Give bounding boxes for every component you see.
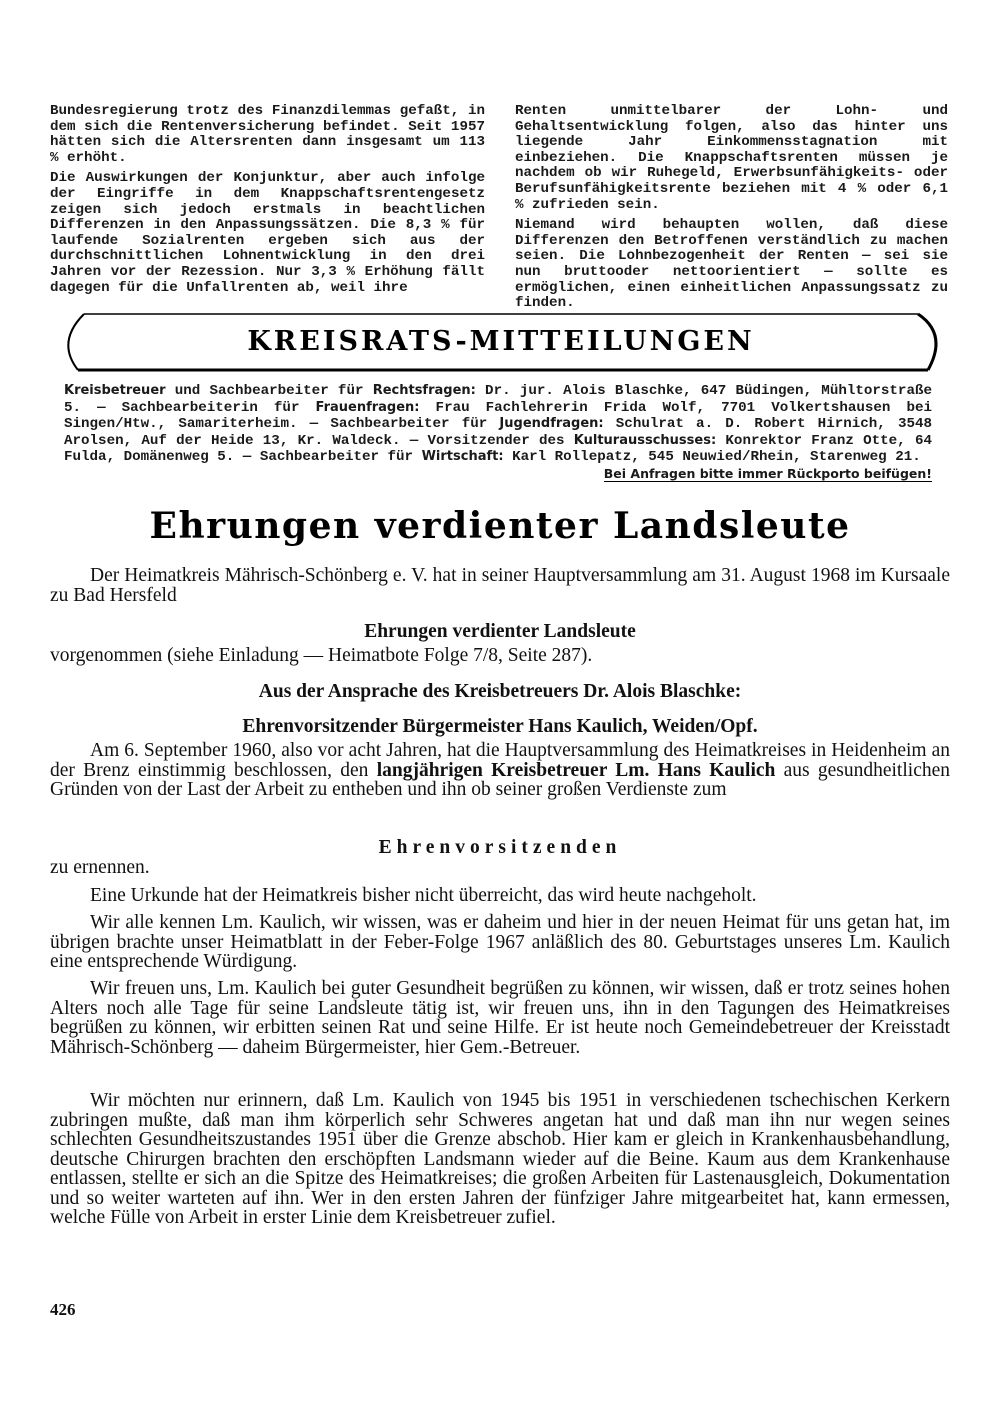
article-line-zu-ernennen: zu ernennen. <box>50 857 150 878</box>
contacts-block <box>64 383 932 482</box>
right-column <box>515 104 948 317</box>
contact-text: Karl Rollepatz, 545 Neuwied/Rhein, Starenweg 21. <box>503 449 921 466</box>
article-intro-block <box>50 566 950 605</box>
contact-label-kultur: Kulturausschusses: <box>573 432 717 448</box>
article-line2-block <box>50 646 950 666</box>
article-paragraph-3: Wir alle kennen Lm. Kaulich, wir wissen, was er daheim und hier in der neuen Heimat für uns getan hat, im übrigen brachte unser Heimatblatt in der Feber-Folge 1967 anläßlich des 80. Geburtstages unseres Lm. Kaulich eine entsprechende Würdigung. <box>50 912 950 972</box>
article-p1d-block <box>50 858 950 878</box>
contact-text: Dr. jur. Alois Blaschke, 647 Büdingen, Mühltorstraße 5. — Sachbearbeiterin für <box>64 383 932 416</box>
contact-text: und Sachbearbeiter für <box>165 383 373 399</box>
contact-label-frauenfragen: Frauenfragen: <box>315 399 420 415</box>
banner-title: KREISRATS-MITTEILUNGEN <box>247 326 755 357</box>
article-subheading-1: Ehrungen verdienter Landsleute <box>364 621 636 642</box>
article-p2-block <box>50 886 950 906</box>
kreisrats-banner <box>56 312 946 372</box>
article-sub1-block <box>50 622 950 642</box>
contact-text: Frau Fachlehrerin Frida Wolf, 7701 Volkertshausen bei Singen/Htw., Samariterheim. — Sachbearbeiter für <box>64 399 932 433</box>
page-number: 426 <box>50 1300 76 1319</box>
p1-text-c: aus gesundheitlichen Gründen von der Last der Arbeit zu entheben und ihn ob seiner großen Verdienste zum <box>50 759 950 800</box>
left-paragraph-2: Die Auswirkungen der Konjunktur, aber auch infolge der Eingriffe in dem Knappschaftsrentengesetz zeigen sich jedoch erstmals in beachtlichen Differenzen in den Anpassungssätzen. Die 8,3 % für laufende Sozialrenten ergeben sich aus der durchschnittlichen Lohnentwicklung in den drei Jahren vor der Rezession. Nur 3,3 % Erhöhung fällt dagegen für die Unfallrenten ab, weil ihre <box>50 170 485 296</box>
contacts-text <box>64 383 932 466</box>
article-intro: Der Heimatkreis Mährisch-Schönberg e. V. hat in seiner Hauptversammlung am 31. August 1968 im Kursaale zu Bad Hersfeld <box>50 565 950 606</box>
left-column <box>50 104 485 301</box>
right-paragraph-1: Renten unmittelbarer der Lohn- und Gehaltsentwicklung folgen, also das hinter uns liegende Jahr Einkommensstagnation mit einbeziehen. Die Knappschaftsrenten müssen je nachdem ob wir Ruhegeld, Erwerbsunfähigkeits- oder Berufsunfähigkeitsrente beziehen mit 4 % oder 6,1 % zufrieden sein. <box>515 103 948 213</box>
ehrenvorsitzenden-heading: Ehrenvorsitzenden <box>378 837 622 858</box>
article-p4-block <box>50 979 950 1057</box>
article-subheading-2: Aus der Ansprache des Kreisbetreuers Dr. Alois Blaschke: <box>258 681 742 702</box>
article-sub3-block <box>50 717 950 737</box>
article-paragraph-4: Wir freuen uns, Lm. Kaulich bei guter Gesundheit begrüßen zu können, wir wissen, daß er trotz seines hohen Alters noch alle Tage für seine Landsleute tätig ist, wir freuen uns, ihn in den Tagungen des Heimatkreises begrüßen zu können, wir erbitten seinen Rat und seine Hilfe. Er ist heute noch Gemeindebetreuer der Kreisstadt Mährisch-Schönberg — daheim Bürgermeister, hier Gem.-Betreuer. <box>50 978 950 1058</box>
contact-text: Schulrat a. D. Robert Hirnich, 3548 Arolsen, Auf der Heide 13, Kr. Waldeck. — Vorsitzender des <box>64 416 933 449</box>
contact-text: Konrektor Franz Otte, 64 Fulda, Domänenweg 5. — Sachbearbeiter für <box>64 432 932 466</box>
article-sub2-block <box>50 682 950 702</box>
contacts-note-text: Bei Anfragen bitte immer Rückporto beifügen! <box>603 465 932 481</box>
p1-text-a: Am 6. September 1960, also vor acht Jahren, hat die Hauptversammlung des Heimatkreises in Heidenheim an der Brenz einstimmig beschlossen, den <box>50 740 950 781</box>
right-paragraph-2: Niemand wird behaupten wollen, daß diese Differenzen den Betroffenen verständlich zu machen seien. Die Lohnbezogenheit der Renten — sei sie nun bruttooder nettoorientiert — sollte es ermöglichen, einen einheitlichen Anpassungssatz zu finden. <box>515 217 948 312</box>
contact-label-jugendfragen: Jugendfragen: <box>499 416 604 432</box>
article-p1-block <box>50 741 950 800</box>
article-paragraph-5: Wir möchten nur erinnern, daß Lm. Kaulich von 1945 bis 1951 in verschiedenen tschechischen Kerkern zubringen mußte, daß man ihm körperlich sehr Schweres angetan hat und daß man ihn nur wegen seines schlechten Gesundheitszustandes 1951 über die Grenze abschob. Hier kam er gleich in Krankenhausbehandlung, deutsche Chirurgen brachten den erschöpften Landsmann wieder auf die Beine. Kaum aus dem Krankenhause entlassen, stellte er sich an die Spitze des Heimatkreises; die großen Arbeiten für Lastenausgleich, Dokumentation und so weiter warteten auf ihn. Wer in den ersten Jahren der fünfziger Jahre mitgearbeitet hat, kann ermessen, welche Fülle von Arbeit in erster Linie dem Kreisbetreuer zufiel. <box>50 1090 950 1228</box>
article-paragraph-2: Eine Urkunde hat der Heimatkreis bisher nicht überreicht, das wird heute nachgeholt. <box>90 885 757 906</box>
contact-label-kreisbetreuer: Kreisbetreuer <box>64 383 166 398</box>
contact-label-rechtsfragen: Rechtsfragen: <box>372 383 476 398</box>
left-paragraph-1: Bundesregierung trotz des Finanzdilemmas gefaßt, in dem sich die Rentenversicherung befindet. Seit 1957 hätten sich die Altersrenten dann insgesamt um 113 % erhöht. <box>50 103 485 166</box>
p1-bold: langjährigen Kreisbetreuer Lm. Hans Kaulich <box>376 759 776 781</box>
article-title: Ehrungen verdienter Landsleute <box>149 505 851 547</box>
article-paragraph-1 <box>50 741 950 800</box>
article-p3-block <box>50 913 950 972</box>
article-line-2: vorgenommen (siehe Einladung — Heimatbote Folge 7/8, Seite 287). <box>50 645 593 666</box>
contact-label-wirtschaft: Wirtschaft: <box>421 449 504 465</box>
article-spaced-block <box>50 838 950 858</box>
article-subheading-3: Ehrenvorsitzender Bürgermeister Hans Kaulich, Weiden/Opf. <box>242 716 758 737</box>
article-p5-block <box>50 1091 950 1228</box>
contacts-note <box>64 466 932 482</box>
